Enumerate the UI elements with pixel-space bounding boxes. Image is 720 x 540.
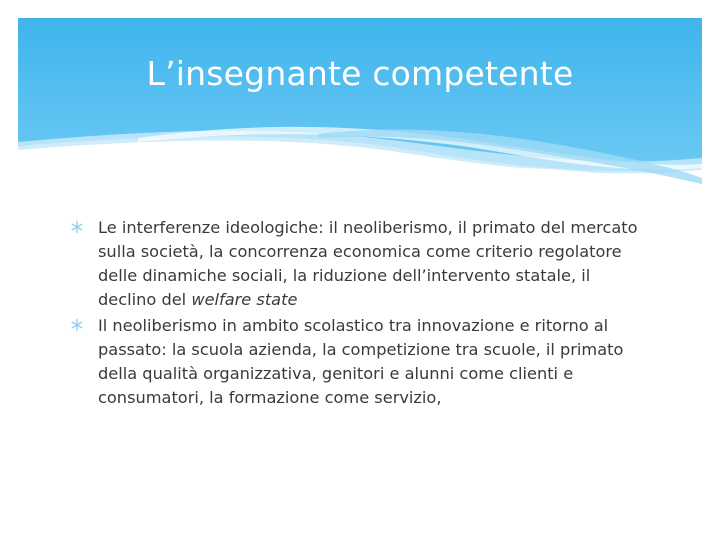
- bullet-emphasis: welfare state: [191, 290, 298, 309]
- list-item: [70, 314, 650, 410]
- asterisk-bullet-icon: [70, 318, 84, 332]
- bullet-text: Le interferenze ideologiche: il neoliberismo, il primato del mercato sulla società, la concorrenza economica come criterio regolatore delle dinamiche sociali, la riduzione dell’intervento statale, il declino del: [98, 218, 638, 309]
- title-banner: [18, 18, 702, 196]
- list-item: [70, 216, 650, 312]
- asterisk-bullet-icon: [70, 220, 84, 234]
- bullet-text: Il neoliberismo in ambito scolastico tra innovazione e ritorno al passato: la scuola azienda, la competizione tra scuole, il primato della qualità organizzativa, genitori e alunni come clienti e consumatori, la formazione come servizio,: [98, 316, 624, 407]
- slide-title: L’insegnante competente: [146, 54, 574, 93]
- bullet-list: [70, 216, 650, 412]
- banner-background: [18, 18, 702, 196]
